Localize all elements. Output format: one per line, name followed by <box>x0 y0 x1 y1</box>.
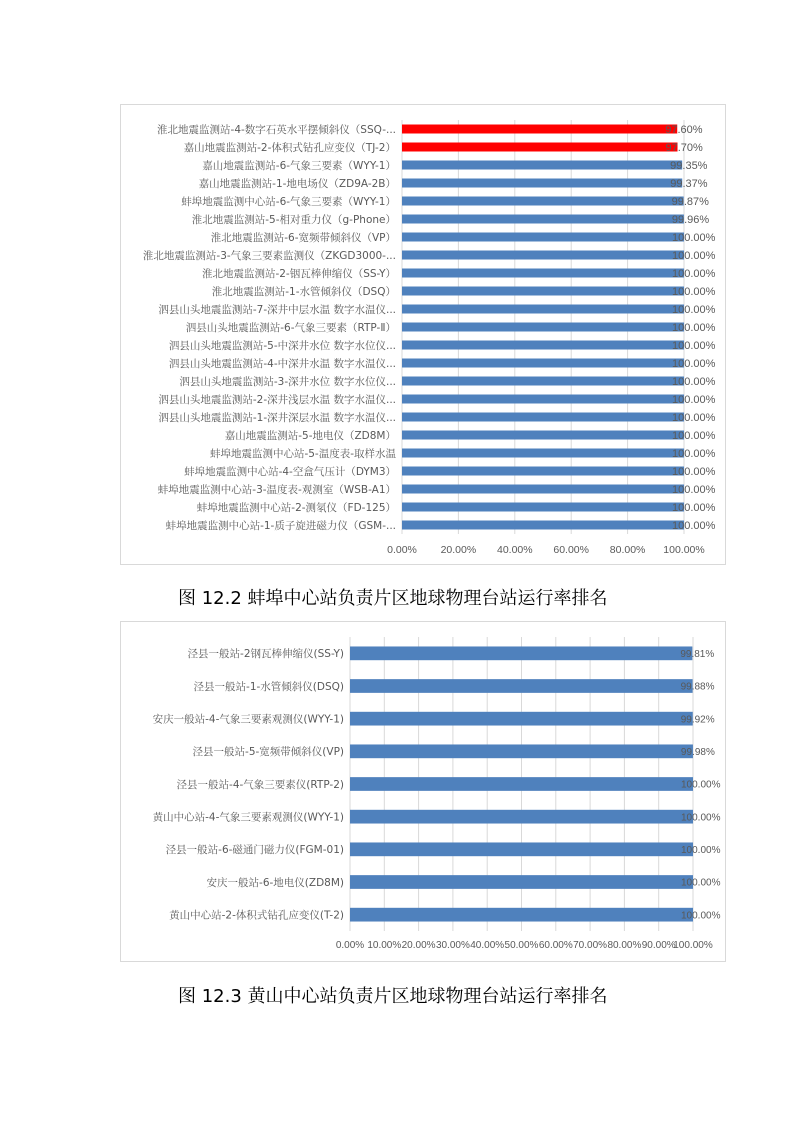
bar-2-1 <box>350 679 693 693</box>
bar-2-5 <box>350 810 693 824</box>
x-tick-label: 0.00% <box>387 544 417 556</box>
bar-1-3 <box>402 179 682 188</box>
data-label: 100.00% <box>672 231 716 244</box>
category-label: 蚌埠地震监测中心站-3-温度表-观测室（WSB-A1） <box>157 483 396 496</box>
category-label: 泗县山头地震监测站-2-深井浅层水温 数字水温仪... <box>158 393 396 406</box>
category-label: 嘉山地震监测站-6-气象三要素（WYY-1） <box>202 159 396 172</box>
chart-bengbu-operation-rate <box>120 104 726 565</box>
data-label: 100.00% <box>672 267 716 280</box>
data-label: 97.60% <box>665 123 703 136</box>
category-label: 蚌埠地震监测中心站-4-空盒气压计（DYM3） <box>184 465 396 478</box>
data-label: 100.00% <box>672 375 716 388</box>
data-label: 100.00% <box>672 483 716 496</box>
data-label: 100.00% <box>672 519 716 532</box>
data-label: 100.00% <box>681 877 721 889</box>
category-label: 安庆一般站-6-地电仪(ZD8M) <box>206 876 344 889</box>
bar-1-21 <box>402 503 684 512</box>
category-label: 淮北地震监测站-6-宽频带倾斜仪（VP） <box>210 231 396 244</box>
category-label: 泗县山头地震监测站-1-深井深层水温 数字水温仪... <box>158 411 396 424</box>
x-tick-label: 40.00% <box>496 544 533 556</box>
data-label: 100.00% <box>672 465 716 478</box>
x-tick-label: 50.00% <box>504 940 539 951</box>
bar-2-2 <box>350 712 693 726</box>
data-label: 99.81% <box>680 648 715 660</box>
figure-caption-12-2: 图 12.2 蚌埠中心站负责片区地球物理台站运行率排名 <box>178 588 608 609</box>
data-label: 100.00% <box>681 812 721 824</box>
data-label: 99.87% <box>671 195 709 208</box>
bar-1-13 <box>402 359 684 368</box>
bar-2-3 <box>350 744 693 758</box>
data-label: 100.00% <box>681 910 721 922</box>
category-label: 嘉山地震监测站-1-地电场仪（ZD9A-2B） <box>198 177 396 190</box>
category-label: 嘉山地震监测站-2-体积式钻孔应变仪（TJ-2） <box>183 141 396 154</box>
bar-1-4 <box>402 197 684 206</box>
bar-1-0 <box>402 125 677 134</box>
data-label: 99.35% <box>670 159 708 172</box>
bar-2-7 <box>350 875 693 889</box>
category-label: 泗县山头地震监测站-7-深井中层水温 数字水温仪... <box>158 303 396 316</box>
category-label: 泾县一般站-5-宽频带倾斜仪(VP) <box>192 746 344 759</box>
data-label: 100.00% <box>672 339 716 352</box>
bar-2-8 <box>350 908 693 922</box>
bar-1-18 <box>402 449 684 458</box>
data-label: 99.37% <box>670 177 708 190</box>
category-label: 蚌埠地震监测中心站-2-测氡仪（FD-125） <box>196 501 396 514</box>
x-tick-label: 20.00% <box>401 940 436 951</box>
category-label: 泾县一般站-6-磁通门磁力仪(FGM-01) <box>165 844 344 857</box>
data-label: 100.00% <box>672 501 716 514</box>
category-label: 淮北地震监测站-1-水管倾斜仪（DSQ） <box>211 285 396 298</box>
category-label: 黄山中心站-4-气象三要素观测仪(WYY-1) <box>152 811 344 824</box>
data-label: 100.00% <box>672 411 716 424</box>
x-tick-label: 10.00% <box>367 940 402 951</box>
bar-1-20 <box>402 485 684 494</box>
category-label: 嘉山地震监测站-5-地电仪（ZD8M） <box>224 429 396 442</box>
bar-1-8 <box>402 269 684 278</box>
x-tick-label: 0.00% <box>335 940 365 951</box>
bar-2-6 <box>350 842 693 856</box>
data-label: 100.00% <box>672 393 716 406</box>
bar-1-6 <box>402 233 684 242</box>
category-label: 安庆一般站-4-气象三要素观测仪(WYY-1) <box>152 713 344 726</box>
category-label: 蚌埠地震监测中心站-5-温度表-取样水温 <box>209 447 396 460</box>
chart-huangshan-svg <box>121 622 727 963</box>
category-label: 淮北地震监测站-4-数字石英水平摆倾斜仪（SSQ-... <box>157 123 396 136</box>
bar-1-14 <box>402 377 684 386</box>
category-label: 泾县一般站-4-气象三要素仪(RTP-2) <box>176 778 344 791</box>
data-label: 100.00% <box>681 779 721 791</box>
category-label: 泾县一般站-2钢瓦棒伸缩仪(SS-Y) <box>187 648 344 661</box>
x-tick-label: 60.00% <box>538 940 573 951</box>
data-label: 100.00% <box>672 303 716 316</box>
category-label: 蚌埠地震监测中心站-6-气象三要素（WYY-1） <box>181 195 396 208</box>
category-label: 泗县山头地震监测站-6-气象三要素（RTP-Ⅱ） <box>185 321 396 334</box>
category-label: 泗县山头地震监测站-3-深井水位 数字水位仪... <box>179 375 396 388</box>
category-label: 蚌埠地震监测中心站-1-质子旋进磁力仪（GSM-... <box>165 519 396 532</box>
category-label: 淮北地震监测站-3-气象三要素监测仪（ZKGD3000-... <box>142 249 396 262</box>
data-label: 100.00% <box>672 321 716 334</box>
x-tick-label: 30.00% <box>435 940 470 951</box>
bar-1-16 <box>402 413 684 422</box>
data-label: 97.70% <box>665 141 703 154</box>
bar-1-5 <box>402 215 684 224</box>
data-label: 100.00% <box>672 447 716 460</box>
data-label: 99.98% <box>680 746 715 758</box>
chart-bengbu-svg <box>121 105 727 566</box>
bar-2-4 <box>350 777 693 791</box>
figure-caption-12-3: 图 12.3 黄山中心站负责片区地球物理台站运行率排名 <box>178 986 608 1007</box>
x-tick-label: 80.00% <box>607 940 642 951</box>
data-label: 99.92% <box>680 714 715 726</box>
bar-1-7 <box>402 251 684 260</box>
bar-1-22 <box>402 521 684 530</box>
x-tick-label: 90.00% <box>641 940 676 951</box>
bar-1-10 <box>402 305 684 314</box>
data-label: 99.96% <box>671 213 710 226</box>
data-label: 100.00% <box>672 285 716 298</box>
x-tick-label: 40.00% <box>470 940 505 951</box>
bar-1-9 <box>402 287 684 296</box>
bar-1-19 <box>402 467 684 476</box>
x-tick-label: 20.00% <box>440 544 477 556</box>
category-label: 泾县一般站-1-水管倾斜仪(DSQ) <box>193 680 344 693</box>
bar-2-0 <box>350 646 692 660</box>
bar-1-15 <box>402 395 684 404</box>
bar-1-1 <box>402 143 678 152</box>
category-label: 淮北地震监测站-2-铟瓦棒伸缩仪（SS-Y） <box>201 267 396 280</box>
category-label: 淮北地震监测站-5-相对重力仪（g-Phone） <box>191 213 396 226</box>
x-tick-label: 80.00% <box>609 544 646 556</box>
data-label: 100.00% <box>681 844 721 856</box>
data-label: 99.88% <box>680 681 715 693</box>
x-tick-label: 100.00% <box>663 544 705 556</box>
x-tick-label: 70.00% <box>573 940 608 951</box>
bar-1-17 <box>402 431 684 440</box>
data-label: 100.00% <box>672 249 716 262</box>
x-tick-label: 60.00% <box>553 544 590 556</box>
bar-1-2 <box>402 161 682 170</box>
category-label: 泗县山头地震监测站-4-中深井水温 数字水温仪... <box>168 357 396 370</box>
bar-1-11 <box>402 323 684 332</box>
category-label: 泗县山头地震监测站-5-中深井水位 数字水位仪... <box>168 339 396 352</box>
chart-huangshan-operation-rate <box>120 621 726 962</box>
x-tick-label: 100.00% <box>673 940 713 951</box>
data-label: 100.00% <box>672 429 716 442</box>
bar-1-12 <box>402 341 684 350</box>
category-label: 黄山中心站-2-体积式钻孔应变仪(T-2) <box>169 909 344 922</box>
data-label: 100.00% <box>672 357 716 370</box>
